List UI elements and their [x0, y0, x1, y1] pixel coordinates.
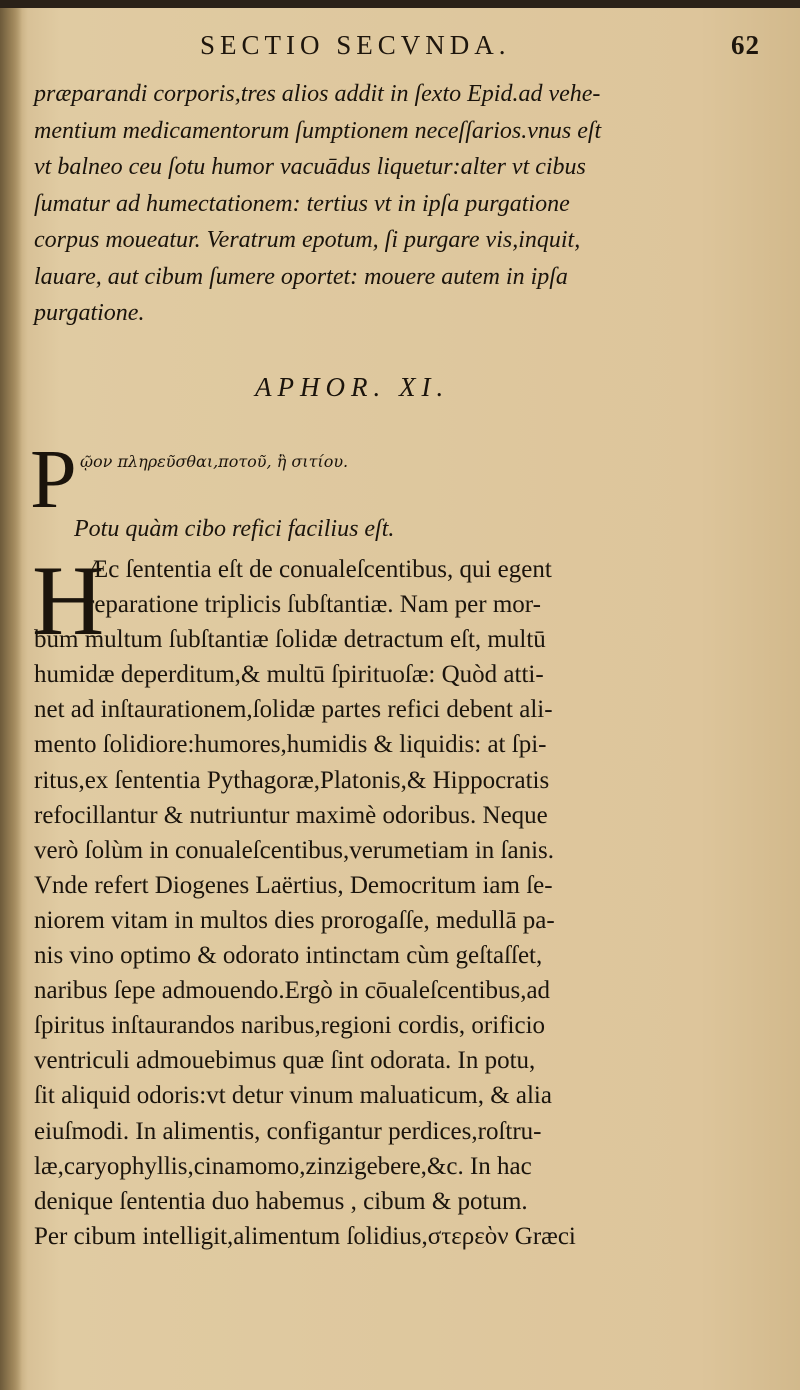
- running-header: [200, 30, 760, 70]
- text-line: denique ſententia duo habemus , cibum & potum.: [34, 1187, 528, 1215]
- commentary-paragraph: [32, 545, 774, 1254]
- text-line: bum multum ſubſtantiæ ſolidæ detractum eſt, multū: [34, 626, 546, 654]
- book-gutter: [0, 8, 22, 1390]
- page-number: 62: [731, 30, 760, 60]
- text-line: lauare, aut cibum ſumere oportet: mouere autem in ipſa: [34, 263, 568, 290]
- text-line: læ,caryophyllis,cinamomo,zinzigebere,&c. In hac: [34, 1152, 532, 1180]
- text-line: corpus moueatur. Veratrum epotum, ſi purgare vis,inquit,: [34, 227, 581, 253]
- text-line: net ad inſtaurationem,ſolidæ partes refici debent ali-: [34, 696, 553, 724]
- text-line: refocillantur & nutriuntur maximè odoribus. Neque: [34, 801, 548, 829]
- preamble-paragraph: [34, 76, 774, 332]
- text-line: eiuſmodi. In alimentis, configantur perdices,roſtru-: [34, 1117, 542, 1145]
- text-line: nis vino optimo & odorato intinctam cùm geſtaſſet,: [34, 942, 543, 970]
- drop-cap-initial: H: [32, 545, 105, 656]
- text-line: ſumatur ad humectationem: tertius vt in ipſa purgatione: [34, 190, 570, 217]
- latin-translation: Potu quàm cibo refici facilius eſt.: [74, 516, 395, 542]
- text-line: humidæ deperditum,& multū ſpirituoſæ: Quòd atti-: [34, 661, 544, 689]
- text-line: Vnde refert Diogenes Laërtius, Democritum iam ſe-: [34, 871, 553, 899]
- text-line: Per cibum intelligit,alimentum ſolidius,στερεὸν Græci: [34, 1222, 576, 1250]
- text-line: vt balneo ceu ſotu humor vacuādus liquetur:alter vt cibus: [34, 154, 586, 180]
- text-line: præparandi corporis,tres alios addit in ſexto Epid.ad vehe-: [34, 81, 601, 107]
- greek-initial: P: [30, 433, 77, 526]
- page-top-edge: [0, 0, 800, 8]
- text-line: ſit aliquid odoris:vt detur vinum maluaticum, & alia: [34, 1082, 552, 1110]
- text-line: ſpiritus inſtaurandos naribus,regioni cordis, orificio: [34, 1012, 546, 1040]
- text-line: naribus ſepe admouendo.Ergò in cōualeſcentibus,ad: [34, 977, 551, 1005]
- text-line: ritus,ex ſententia Pythagoræ,Platonis,& Hippocratis: [34, 766, 550, 794]
- text-line: Æc ſententia eſt de conualeſcentibus, qui egent: [86, 556, 552, 583]
- text-line: reparatione triplicis ſubſtantiæ. Nam per mor-: [86, 591, 541, 619]
- greek-aphorism: ῷον πληρεῦσθαι,ποτοῦ, ἢ σιτίου.: [80, 452, 349, 471]
- text-line: mento ſolidiore:humores,humidis & liquidis: at ſpi-: [34, 731, 547, 759]
- text-line: purgatione.: [34, 300, 145, 326]
- text-line: ventriculi admouebimus quæ ſint odorata. In potu,: [34, 1047, 536, 1075]
- text-line: verò ſolùm in conualeſcentibus,verumetiam in ſanis.: [34, 836, 555, 864]
- section-title: SECTIO SECVNDA.: [200, 30, 511, 60]
- text-line: mentium medicamentorum ſumptionem neceſſarios.vnus eſt: [34, 117, 602, 144]
- text-line: niorem vitam in multos dies prorogaſſe, medullā pa-: [34, 906, 555, 934]
- aphorism-heading: APHOR. XI.: [255, 372, 450, 402]
